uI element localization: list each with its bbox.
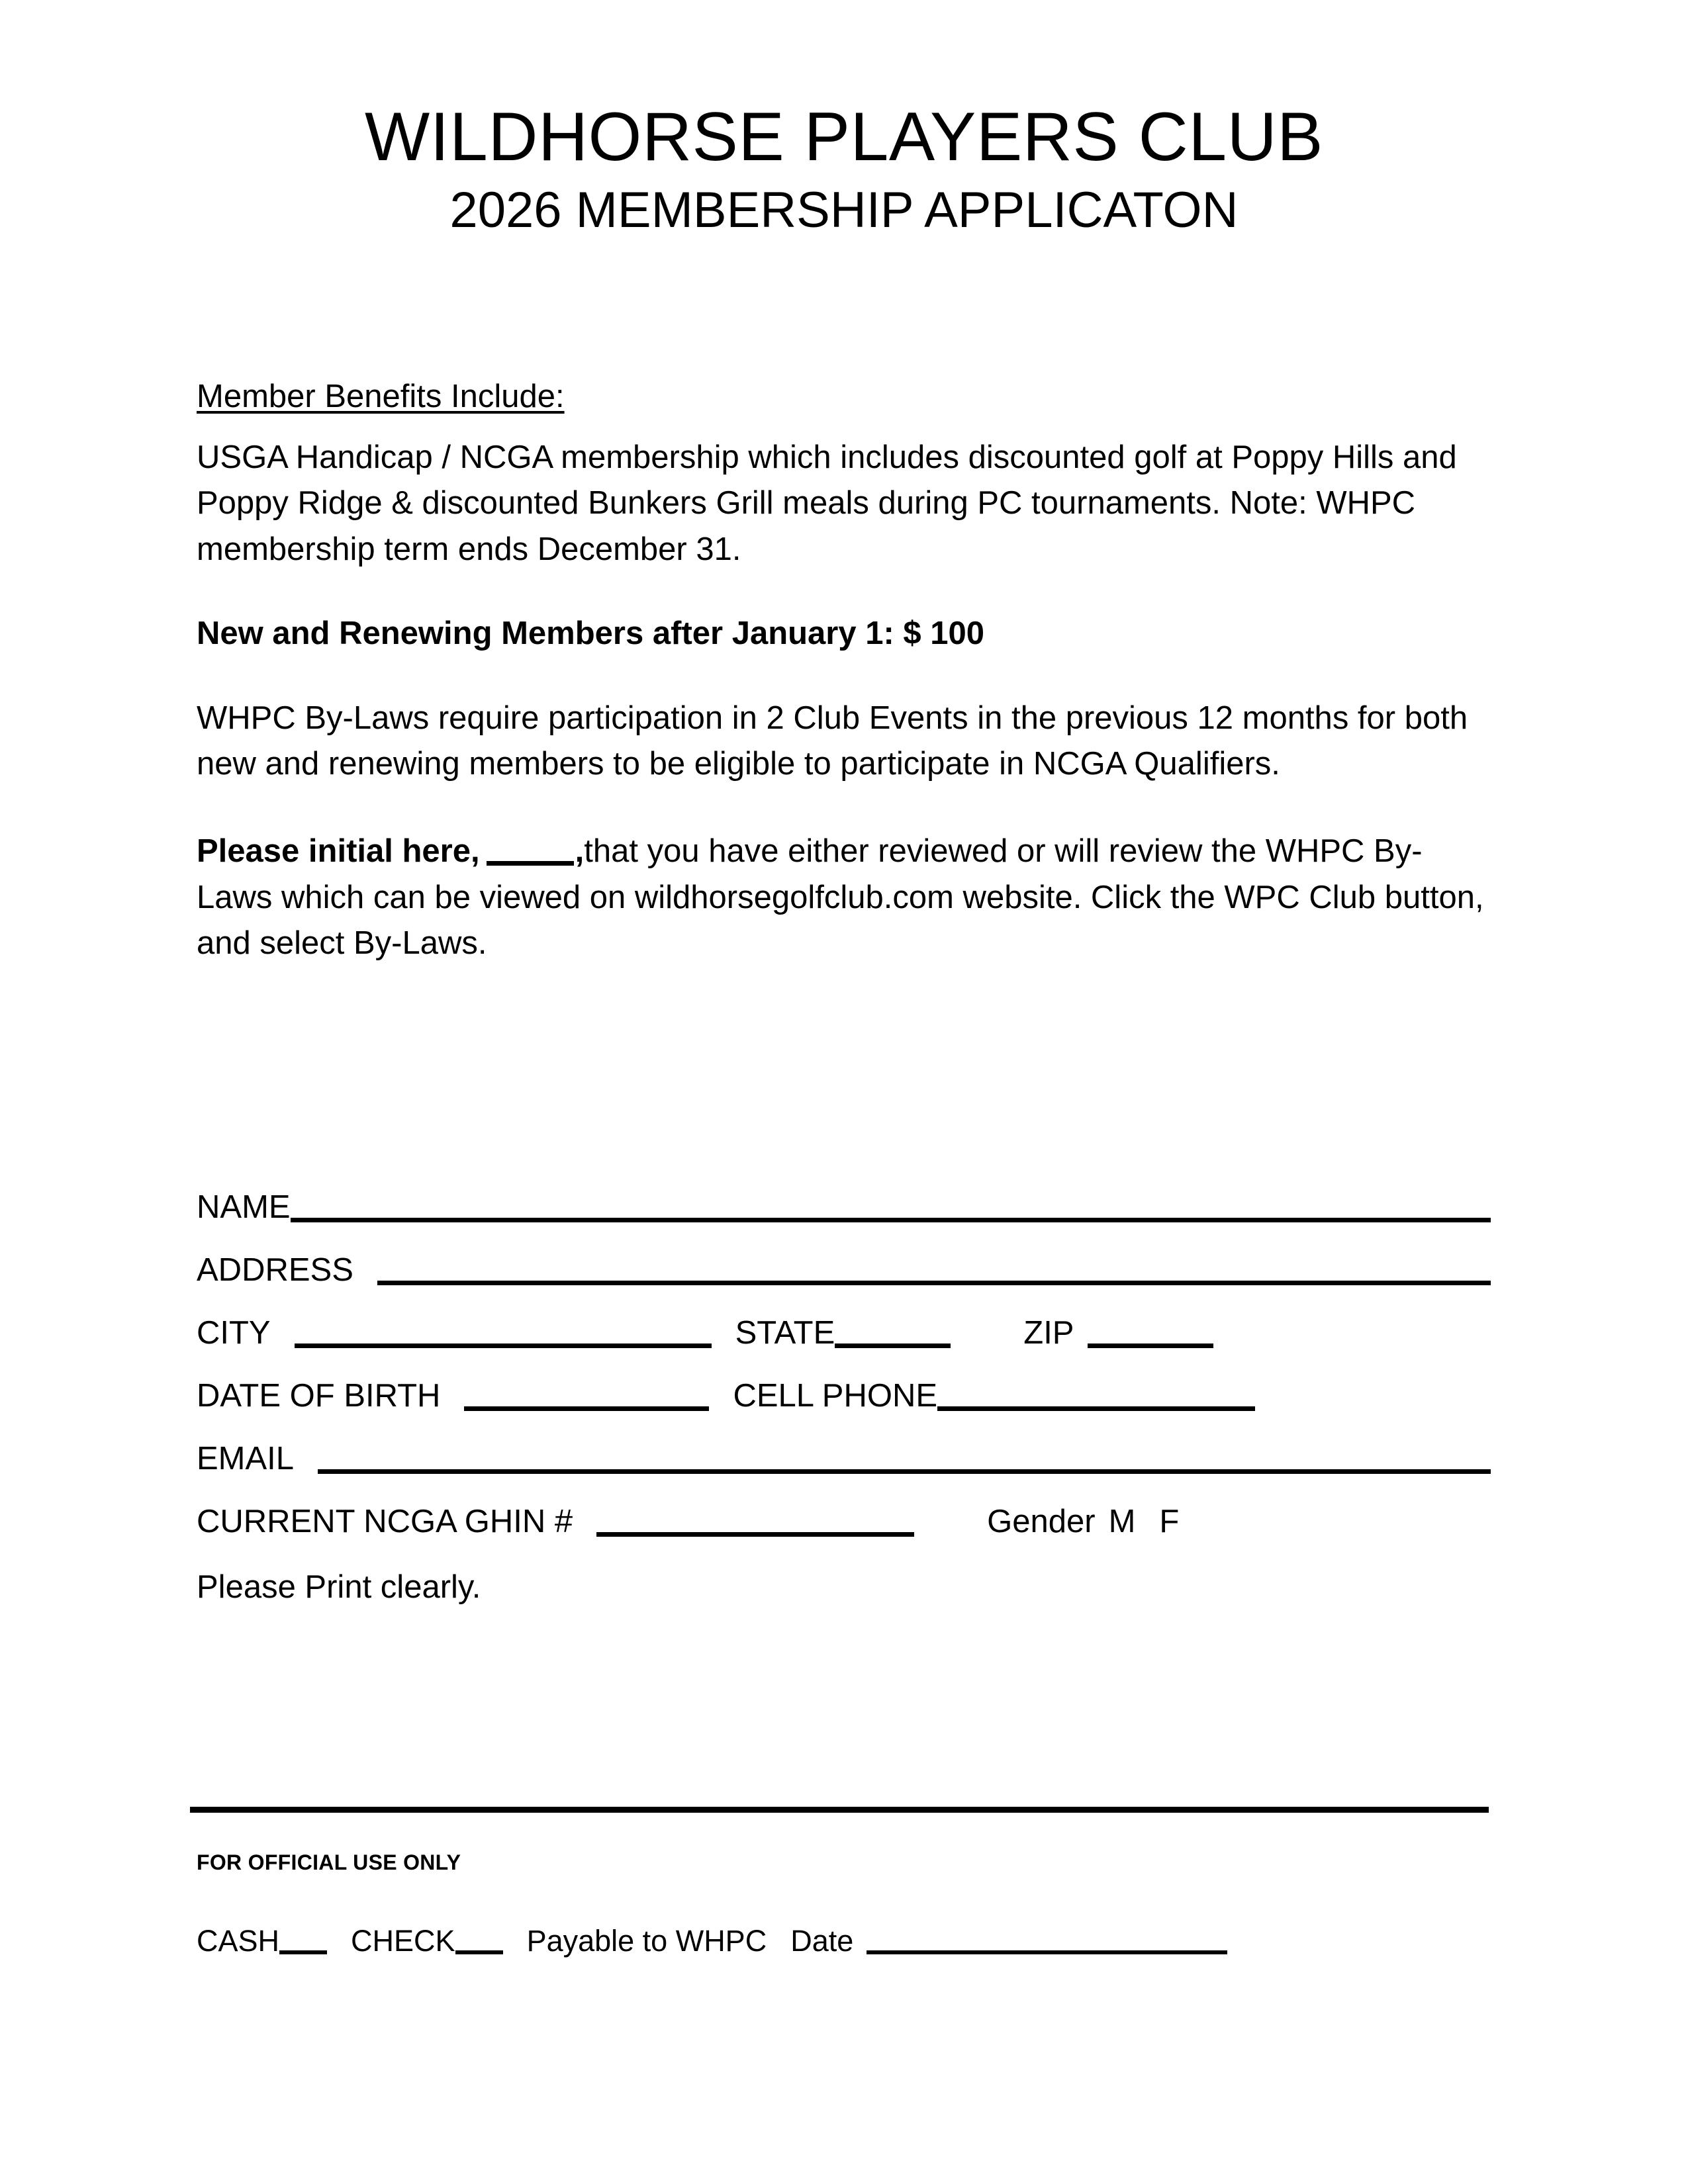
initial-prompt-label: Please initial here, <box>197 833 480 870</box>
cash-label: CASH <box>197 1924 280 1958</box>
gender-option-female[interactable]: F <box>1159 1504 1180 1539</box>
field-row-city-state-zip <box>197 1289 1491 1352</box>
email-label: EMAIL <box>197 1441 295 1477</box>
date-input-line[interactable] <box>867 1950 1227 1954</box>
field-row-dob-cell <box>197 1352 1491 1415</box>
name-label: NAME <box>197 1189 291 1225</box>
spacer <box>197 572 1491 611</box>
cell-phone-label: CELL PHONE <box>733 1378 938 1414</box>
zip-input-line[interactable] <box>1088 1343 1213 1348</box>
application-form-fields <box>197 1163 1491 1604</box>
ghin-input-line[interactable] <box>596 1532 914 1537</box>
official-use-section <box>197 1850 1491 1957</box>
document-body <box>197 374 1491 967</box>
email-input-line[interactable] <box>318 1469 1491 1474</box>
name-input-line[interactable] <box>291 1218 1491 1222</box>
date-label: Date <box>790 1924 854 1958</box>
print-clearly-note-wrap <box>197 1541 1491 1604</box>
city-input-line[interactable] <box>295 1343 712 1348</box>
page-subtitle: 2026 MEMBERSHIP APPLICATON <box>449 182 1239 239</box>
member-benefits-heading: Member Benefits Include: <box>197 379 565 414</box>
address-label: ADDRESS <box>197 1252 353 1288</box>
gender-option-male[interactable]: M <box>1108 1504 1136 1539</box>
cash-checkbox-line[interactable] <box>279 1950 327 1954</box>
state-input-line[interactable] <box>835 1343 951 1348</box>
payment-row <box>197 1913 1491 1957</box>
bylaws-participation-text: WHPC By-Laws require participation in 2 Club Events in the previous 12 months for both new and renewing members to be eligible to participate in NCGA Qualifiers. <box>197 700 1468 782</box>
gender-label: Gender <box>987 1504 1096 1539</box>
zip-label: ZIP <box>1023 1315 1074 1351</box>
city-label: CITY <box>197 1315 271 1351</box>
spacer <box>197 788 1491 829</box>
date-of-birth-input-line[interactable] <box>464 1406 709 1411</box>
field-row-address <box>197 1226 1491 1289</box>
initial-statement-rest: that you have either reviewed or will review the WHPC By-Laws which can be viewed on wildhorsegolfclub.com website. Click the WPC Club button, and select By-Laws. <box>197 833 1484 962</box>
section-divider <box>190 1807 1489 1813</box>
address-input-line[interactable] <box>377 1281 1491 1285</box>
field-row-ghin-gender <box>197 1478 1491 1541</box>
member-benefits-section <box>197 374 1491 572</box>
spacer <box>197 420 1491 435</box>
dues-line: New and Renewing Members after January 1: $ 100 <box>197 615 985 652</box>
member-benefits-text: USGA Handicap / NCGA membership which includes discounted golf at Poppy Hills and Poppy Ridge & discounted Bunkers Grill meals during PC tournaments. Note: WHPC membership term ends December 31. <box>197 439 1457 567</box>
date-of-birth-label: DATE OF BIRTH <box>197 1378 441 1414</box>
check-label: CHECK <box>351 1924 455 1958</box>
print-clearly-note: Please Print clearly. <box>197 1569 481 1605</box>
ghin-label: CURRENT NCGA GHIN # <box>197 1504 573 1539</box>
field-row-name <box>197 1163 1491 1226</box>
document-header <box>0 99 1688 241</box>
field-row-email <box>197 1415 1491 1478</box>
check-checkbox-line[interactable] <box>455 1950 503 1954</box>
state-label: STATE <box>735 1315 835 1351</box>
initial-comma: , <box>575 833 585 870</box>
cell-phone-input-line[interactable] <box>937 1406 1255 1411</box>
spacer <box>197 657 1491 696</box>
payable-to-label: Payable to WHPC <box>526 1924 767 1958</box>
page-title: WILDHORSE PLAYERS CLUB <box>364 99 1324 175</box>
initial-blank-field[interactable] <box>487 861 574 866</box>
member-benefits-heading-wrap <box>197 374 1491 420</box>
official-use-title: FOR OFFICIAL USE ONLY <box>197 1850 461 1874</box>
initial-statement <box>197 829 1491 967</box>
